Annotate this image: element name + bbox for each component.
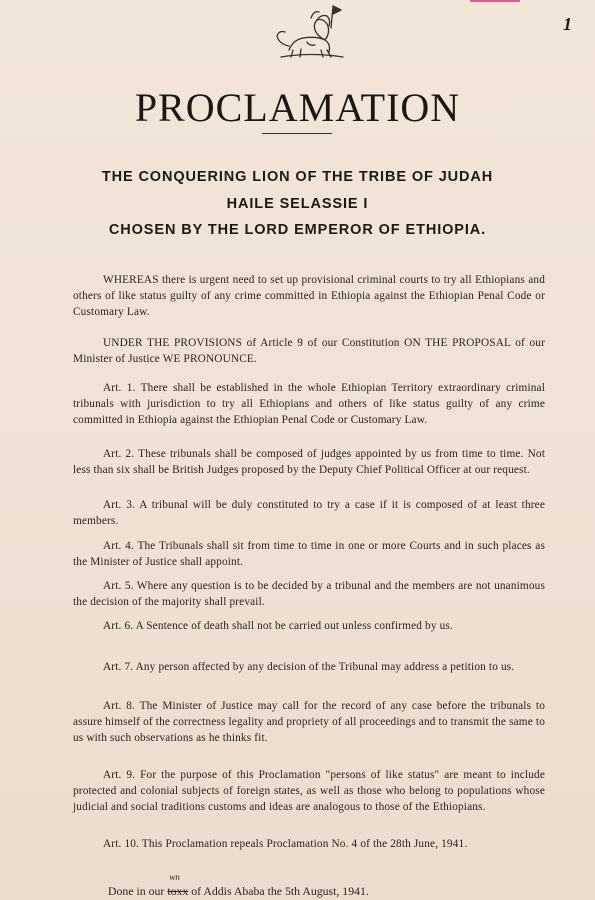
article-9: Art. 9. For the purpose of this Proclamation "persons of like status" are meant to include protected and colonial subjects of foreign states, as well as those who belong to populations whose judicial and social traditions customs and ideas are analogous to those of the Ethiopians. [73,769,545,813]
article-5: Art. 5. Where any question is to be decided by a tribunal and the members are not unanimous the decision of the majority shall prevail. [73,580,545,608]
done-prefix: Done in our [108,884,168,898]
provisions-paragraph: UNDER THE PROVISIONS of Article 9 of our Constitution ON THE PROPOSAL of our Minister of Justice WE PRONOUNCE. [73,337,545,365]
handwritten-insert: wn [169,872,180,882]
struck-text: toxx [167,884,189,898]
article-6: Art. 6. A Sentence of death shall not be carried out unless confirmed by us. [103,620,453,632]
article-7: Art. 7. Any person affected by any decision of the Tribunal may address a petition to us. [103,661,515,673]
done-at-line [108,872,369,899]
pink-marker-stripe [470,0,520,2]
article-3: Art. 3. A tribunal will be duly constituted to try a case if it is composed of at least three members. [73,499,545,527]
article-8: Art. 8. The Minister of Justice may call for the record of any case before the tribunals to assure himself of the correctness legality and propriety of all proceedings and to transmit the same to us with such observations as he thinks fit. [73,700,545,744]
title-underline [262,133,332,134]
done-suffix: of Addis Ababa the 5th August, 1941. [188,884,369,898]
page-number: 1 [563,14,572,34]
article-10: Art. 10. This Proclamation repeals Proclamation No. 4 of the 28th June, 1941. [103,838,468,850]
heading-emperor-name: HAILE SELASSIE I [226,196,369,212]
heading-lion: THE CONQUERING LION OF THE TRIBE OF JUDAH [101,169,494,185]
article-2: Art. 2. These tribunals shall be composed of judges appointed by us from time to time. Not less than six shall be British Judges proposed by the Deputy Chief Political Officer at our request. [73,448,545,476]
page-title: PROCLAMATION [134,85,461,130]
whereas-paragraph: WHEREAS there is urgent need to set up provisional criminal courts to try all Ethiopians and others of like status guilty of any crime committed in Ethiopia against the Ethiopian Penal Code or Customary Law. [73,274,545,318]
lion-of-judah-emblem [271,0,351,62]
heading-chosen-by: CHOSEN BY THE LORD EMPEROR OF ETHIOPIA. [108,222,487,238]
article-1: Art. 1. There shall be established in the whole Ethiopian Territory extraordinary criminal tribunals with jurisdiction to try all Ethiopians and others of like status guilty of any crime committed in Ethiopia against the Ethiopian Penal Code or Customary Law. [73,382,545,426]
article-4: Art. 4. The Tribunals shall sit from time to time in one or more Courts and in such places as the Minister of Justice shall appoint. [73,540,545,568]
handwritten-correction [167,872,189,899]
